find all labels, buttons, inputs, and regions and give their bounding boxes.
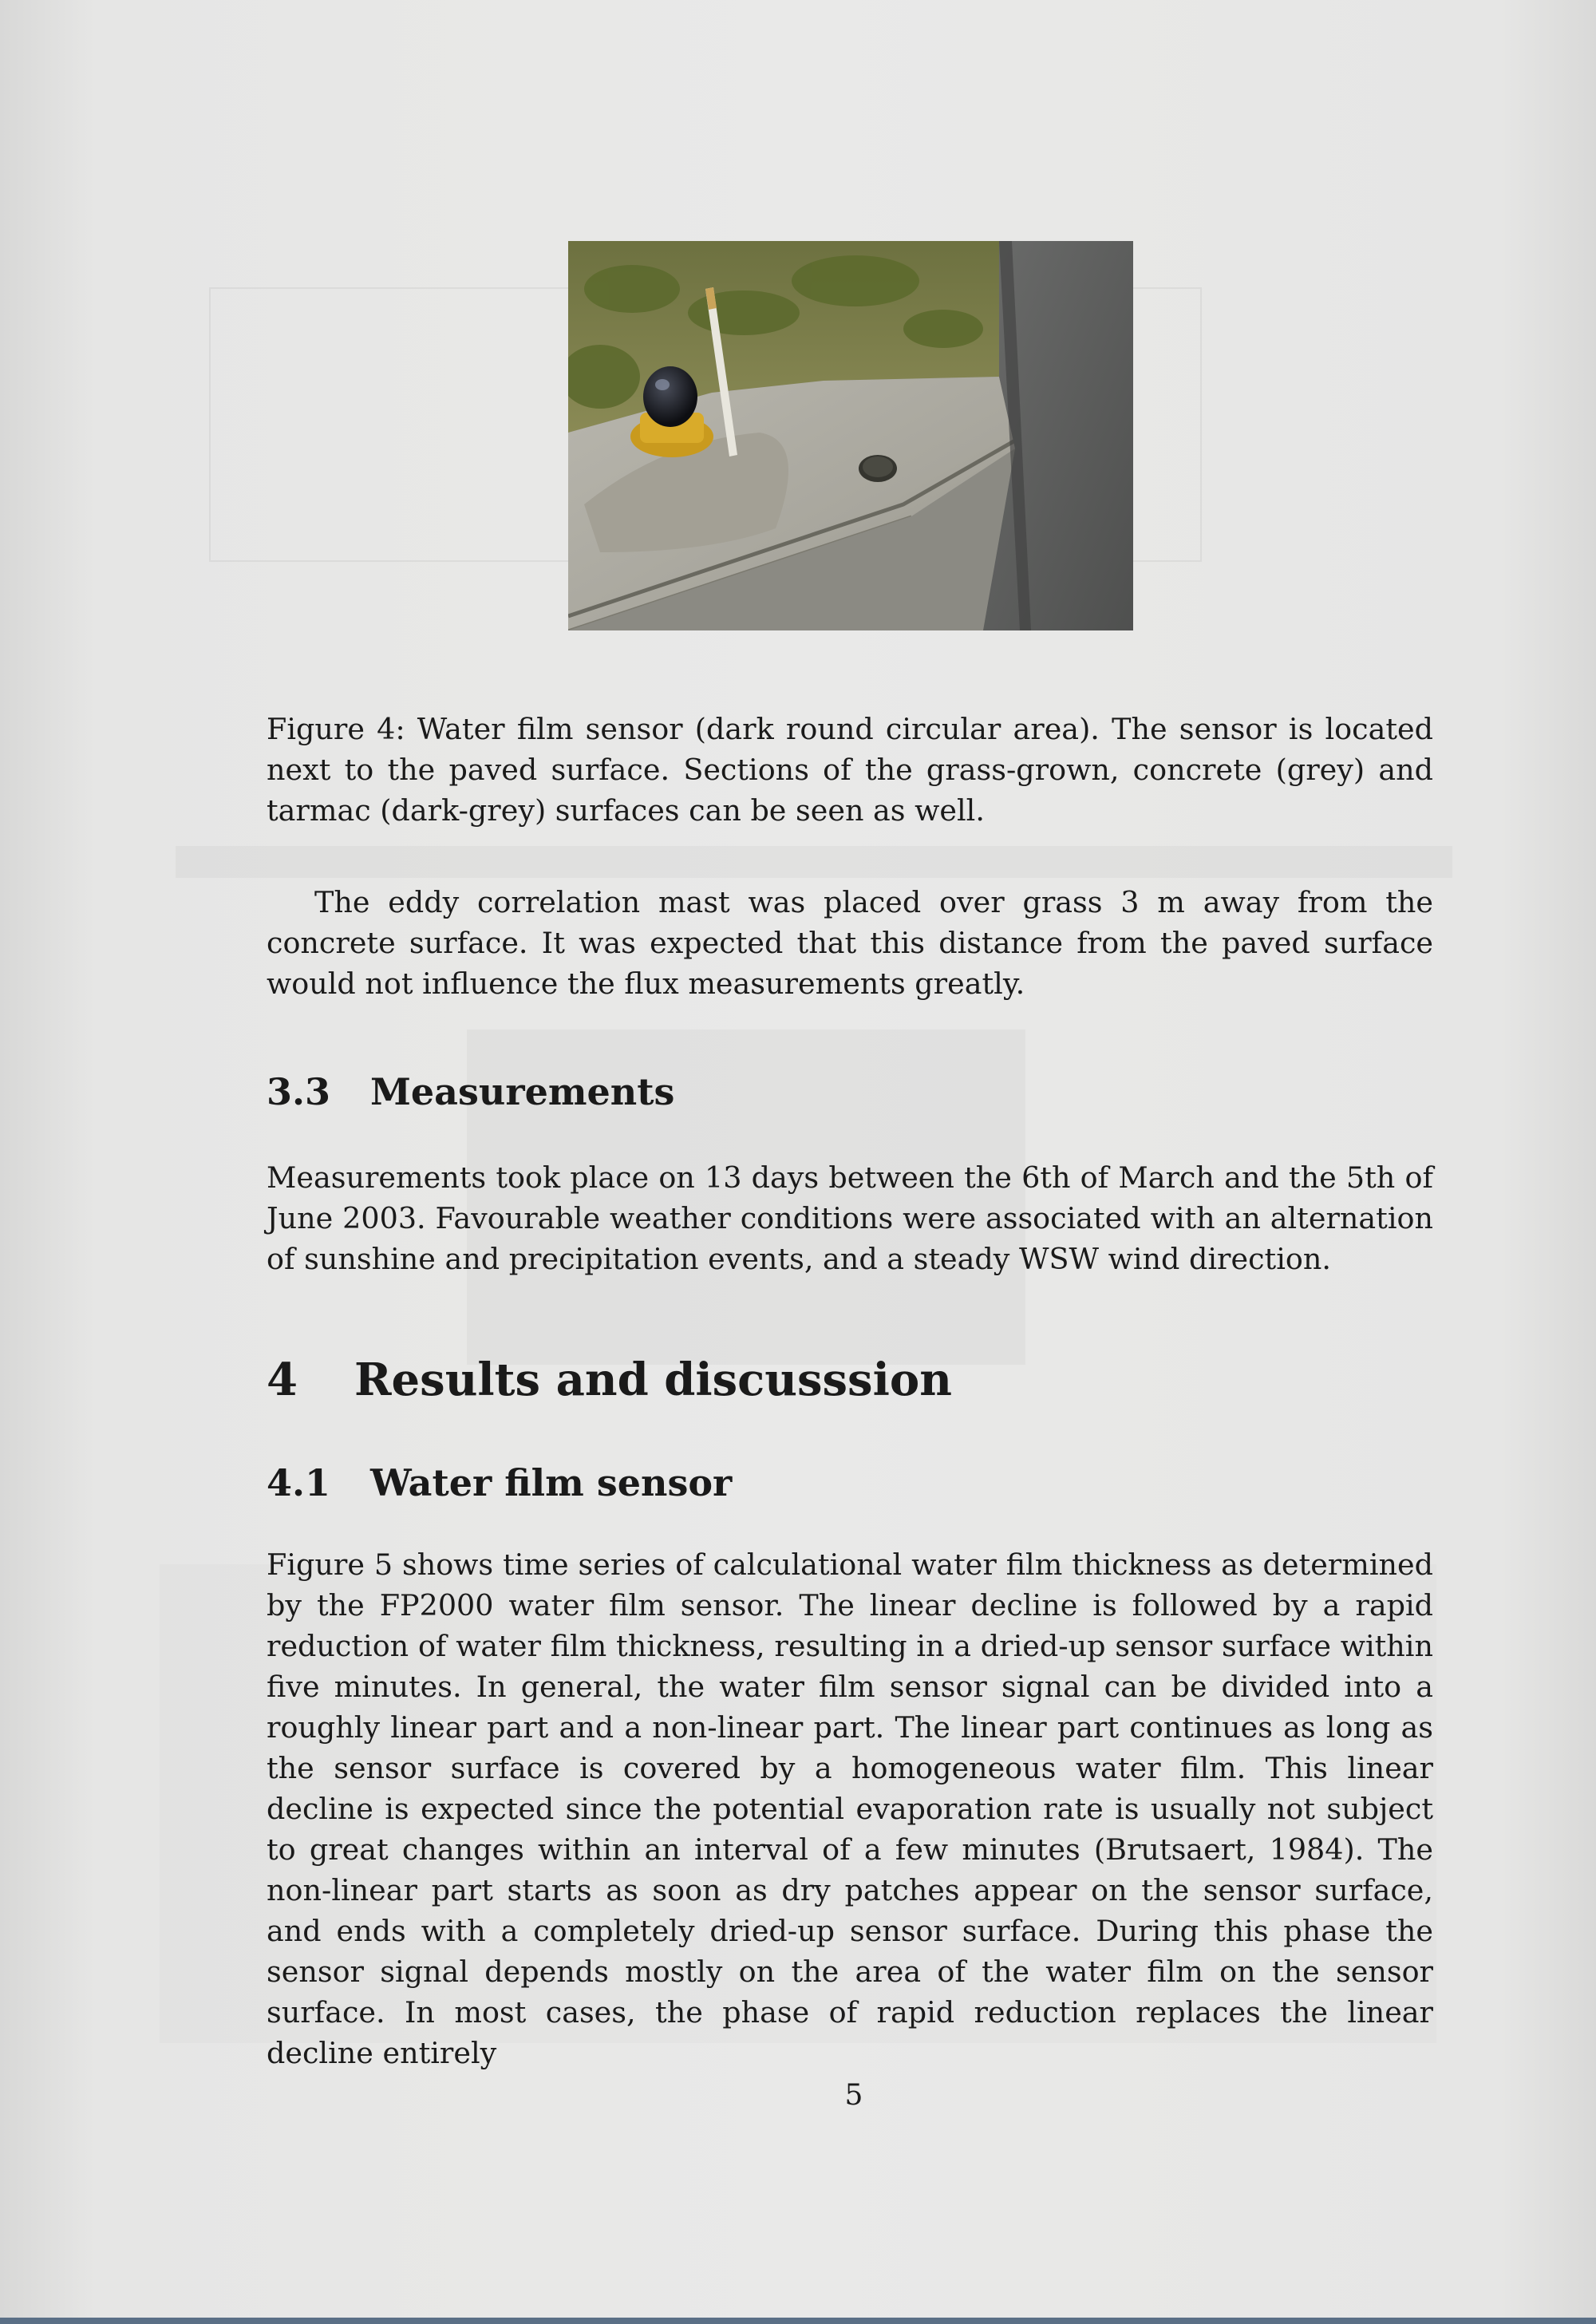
- paragraph-mast: The eddy correlation mast was placed over grass 3 m away from the concrete surface. It was expected that this distance from the paved surface would not influence the flux measurements greatly.: [267, 885, 1433, 1001]
- paragraph-measurements: Measurements took place on 13 days between the 6th of March and the 5th of June 2003. Favourable weather conditions were associated with an alternation of sunshine and precipitation events, and a steady WSW wind direction.: [267, 1160, 1433, 1276]
- section-heading-water-film-sensor: [267, 1460, 732, 1505]
- figure-photo: [568, 241, 1133, 630]
- section-title: Water film sensor: [370, 1461, 733, 1504]
- water-film-sensor-disk-inner: [863, 457, 893, 477]
- figure-caption: Figure 4: Water film sensor (dark round circular area). The sensor is located next to the paved surface. Sections of the grass-grown, concrete (grey) and tarmac (dark-grey) surfaces can be seen as well.: [267, 712, 1433, 828]
- section-heading-measurements: [267, 1069, 674, 1114]
- water-film-sensor-photo: [568, 241, 1133, 630]
- section-number: 4.1: [267, 1461, 331, 1504]
- section-title: Results and discusssion: [354, 1354, 952, 1406]
- bleed-through-heading: [176, 846, 1452, 878]
- section-heading-results: [267, 1352, 952, 1408]
- section-number: 4: [267, 1354, 298, 1406]
- section-number: 3.3: [267, 1070, 331, 1113]
- paragraph-water-film-sensor: Figure 5 shows time series of calculational water film thickness as determined by the FP2000 water film sensor. The linear decline is followed by a rapid reduction of water film thickness, resulting in a dried-up sensor surface within five minutes. In general, the water film sensor signal can be divided into a roughly linear part and a non-linear part. The linear part continues as long as the sensor surface is covered by a homogeneous water film. This linear decline is expected since the potential evaporation rate is usually not subject to great changes within an interval of a few minutes (Brutsaert, 1984). The non-linear part starts as soon as dry patches appear on the sensor surface, and ends with a completely dried-up sensor surface. During this phase the sensor signal depends mostly on the area of the water film on the sensor surface. In most cases, the phase of rapid reduction replaces the linear decline entirely: [267, 1547, 1433, 2070]
- page-number: 5: [844, 2079, 863, 2112]
- sensor-dome: [643, 366, 697, 427]
- scan-bottom-edge: [0, 2318, 1596, 2324]
- sensor-dome-highlight: [655, 379, 670, 390]
- section-title: Measurements: [370, 1070, 675, 1113]
